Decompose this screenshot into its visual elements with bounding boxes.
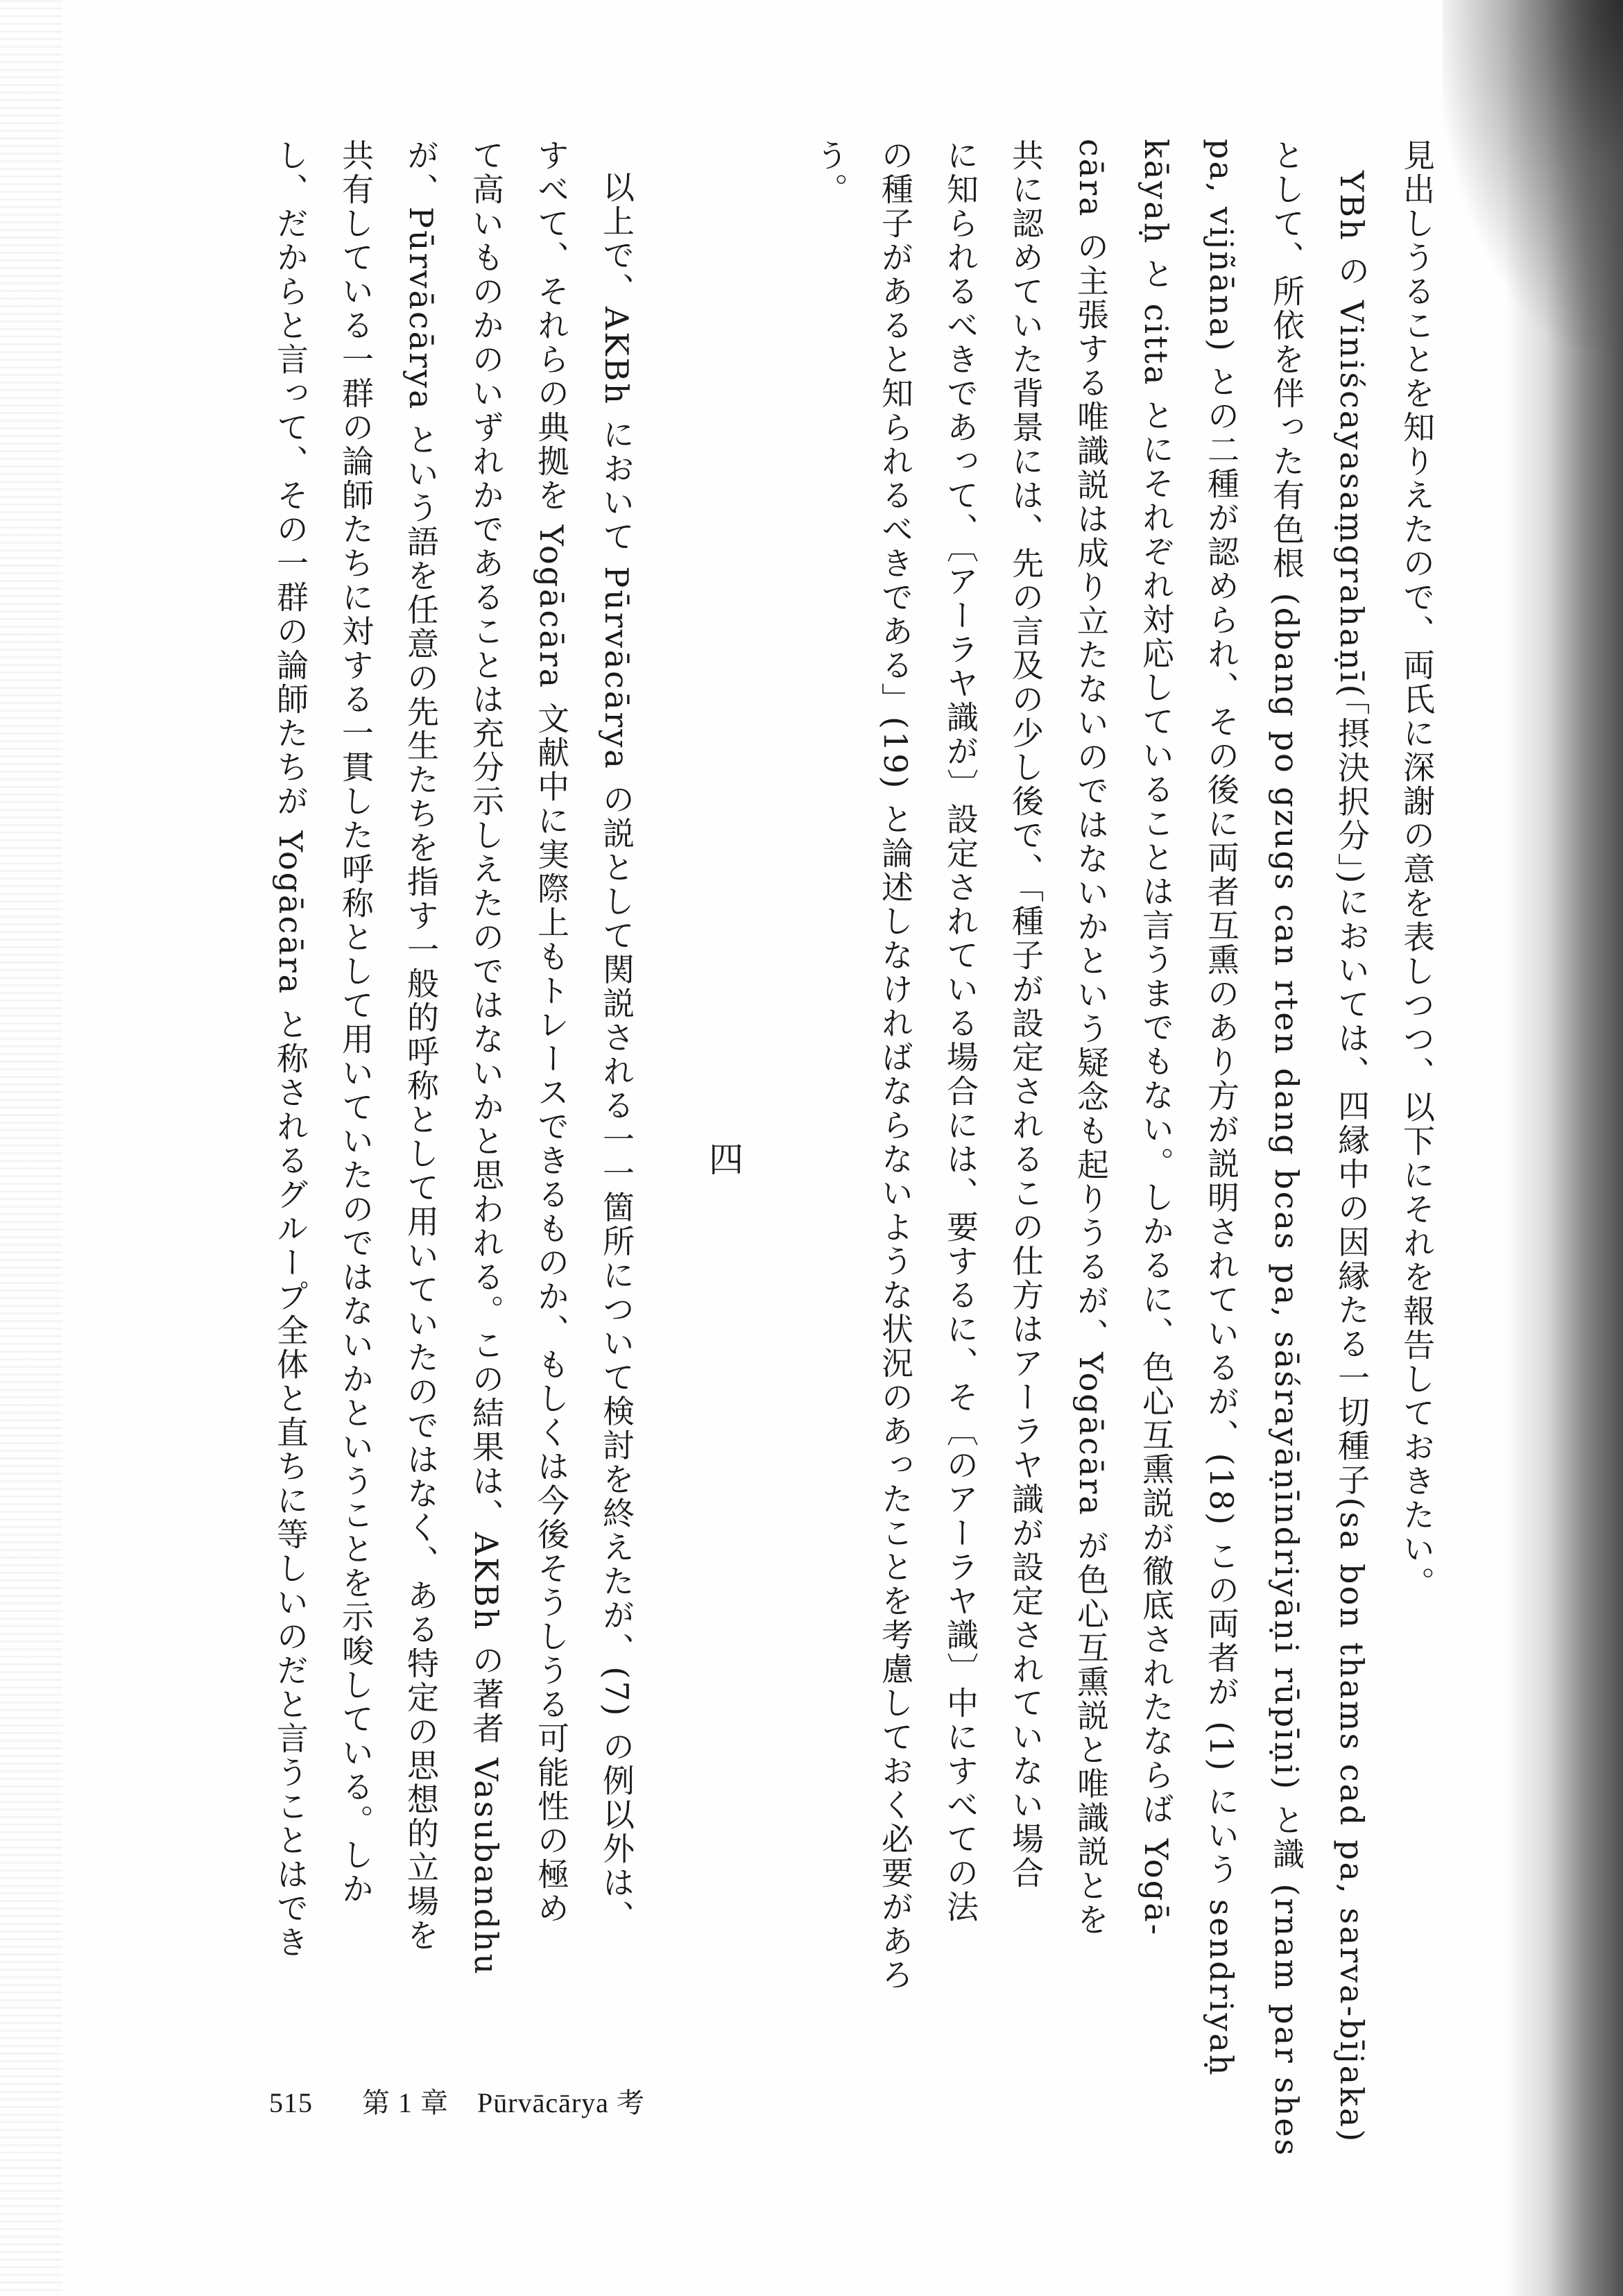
text-line: として、所依を伴った有色根 (dbang po gzugs can rten dang bcas pa, sāśrayāṇīndriyāṇi rūpīṇi) と識 (rnam par shes [1268, 139, 1305, 2158]
text-line: YBh の Viniścayasaṃgrahaṇī(「摂決択分」)においては、四縁中の因縁たる一切種子(sa bon thams cad pa, sarva-bījaka) [1333, 171, 1371, 2144]
text-line: う。 [812, 139, 849, 207]
section-heading: 四 [703, 1141, 744, 1176]
text-line: 共に認めていた背景には、先の言及の少し後で、「種子が設定されるこの仕方はアーラヤ識が設定されていない場合 [1007, 139, 1045, 1890]
text-line: 見出しうることを知りえたので、両氏に深謝の意を表しつつ、以下にそれを報告しておきたい。 [1398, 139, 1436, 1600]
page-number: 515 [269, 2087, 313, 2118]
text-line: に知られるべきであって、〔アーラヤ識が〕設定されている場合には、要するに、そ〔のアーラヤ識〕中にすべての法 [942, 139, 979, 1924]
scan-speckle-left [0, 0, 62, 2296]
text-line: 以上で、AKBh において Pūrvācārya の説として関説される一一箇所について検討を終えたが、(7) の例以外は、 [598, 171, 635, 1935]
running-title: 第 1 章 Pūrvācārya 考 [362, 2087, 645, 2118]
text-line: cāra の主張する唯識説は成り立たないのではないかという疑念も起りうるが、Yogācāra が色心互熏説と唯識説とを [1072, 139, 1110, 1937]
page-footer [269, 2081, 645, 2121]
text-line: kāyaḥ と citta とにそれぞれ対応していることは言うまでもない。しかるに、色心互熏説が徹底されたならば Yogā- [1137, 139, 1175, 1937]
scan-shadow-corner [1443, 0, 1623, 347]
text-line: すべて、それらの典拠を Yogācāra 文献中に実際上もトレースできるものか、もしくは今後そうしうる可能性の極め [533, 139, 570, 1926]
text-line: が、Pūrvācārya という語を任意の先生たちを指す一般的呼称として用いていたのではなく、ある特定の思想的立場を [402, 139, 440, 1953]
text-line: の種子があると知られるべきである」(19) と論述しなければならないような状況のあったことを考慮しておく必要があろ [877, 139, 914, 1993]
text-line: pa, vijñāna) との二種が認められ、その後に両者互熏のあり方が説明されているが、(18) この両者が (1) にいう sendriyaḥ [1203, 139, 1240, 2077]
text-line: し、だからと言って、その一群の論師たちが Yogācāra と称されるグループ全体と直ちに等しいのだと言うことはでき [272, 139, 309, 1960]
text-line: て高いものかのいずれかであることは充分示しえたのではないかと思われる。この結果は、AKBh の著者 Vasubandhu [467, 139, 505, 1977]
text-line: 共有している一群の論師たちに対する一貫した呼称として用いていたのではないかということを示唆している。しか [337, 139, 375, 1906]
